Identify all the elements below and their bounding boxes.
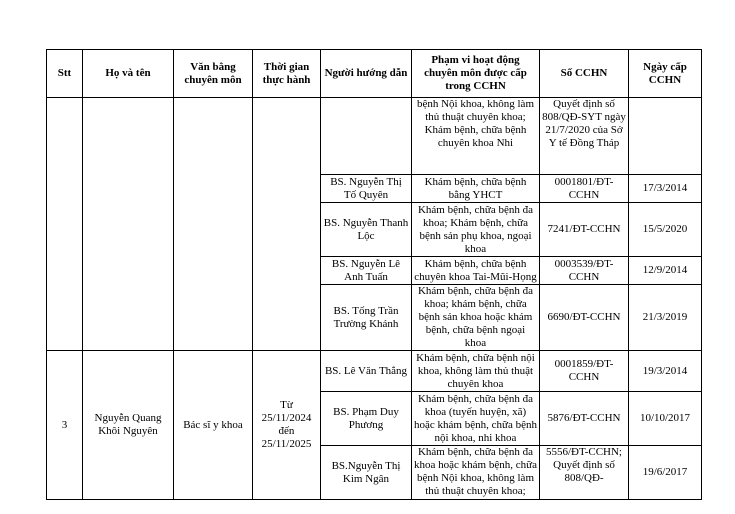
cert-no-cell: Quyết định số 808/QĐ-SYT ngày 21/7/2020 của Sở Y tế Đồng Tháp: [540, 98, 629, 175]
header-cert-no: Số CCHN: [540, 50, 629, 98]
scope-cell: Khám bệnh, chữa bệnh bằng YHCT: [412, 175, 540, 203]
cert-no-cell: 0003539/ĐT-CCHN: [540, 257, 629, 285]
issue-date-cell: 12/9/2014: [629, 257, 702, 285]
period-cell: [253, 351, 321, 500]
cert-no-cell: 0001859/ĐT-CCHN: [540, 351, 629, 392]
period-from-label: Từ: [280, 399, 293, 411]
issue-date-cell: 19/3/2014: [629, 351, 702, 392]
stt-cell: 3: [47, 351, 83, 500]
header-stt: Stt: [47, 50, 83, 98]
cert-no-cell: 6690/ĐT-CCHN: [540, 285, 629, 351]
scope-cell: Khám bệnh, chữa bệnh chuyên khoa Tai-Mũi-Họng: [412, 257, 540, 285]
header-degree: Văn bằng chuyên môn: [174, 50, 253, 98]
header-mentor: Người hướng dẫn: [321, 50, 412, 98]
header-issue-date: Ngày cấp CCHN: [629, 50, 702, 98]
scope-cell: Khám bệnh, chữa bệnh đa khoa; khám bệnh, chữa bệnh sản khoa hoặc khám bệnh, chữa bệnh ngoại khoa: [412, 285, 540, 351]
header-scope: Phạm vi hoạt động chuyên môn được cấp trong CCHN: [412, 50, 540, 98]
mentor-cell: BS. Nguyễn Lê Anh Tuấn: [321, 257, 412, 285]
scope-cell: Khám bệnh, chữa bệnh đa khoa (tuyến huyện, xã) hoặc khám bệnh, chữa bệnh nội khoa, nhi khoa: [412, 392, 540, 446]
issue-date-cell: 17/3/2014: [629, 175, 702, 203]
scope-cell: Khám bệnh, chữa bệnh đa khoa hoặc khám bệnh, chữa bệnh Nội khoa, không làm thủ thuật chuyên khoa;: [412, 446, 540, 500]
mentor-cell: BS. Phạm Duy Phương: [321, 392, 412, 446]
scope-cell: Khám bệnh, chữa bệnh nội khoa, không làm thủ thuật chuyên khoa: [412, 351, 540, 392]
header-row: [47, 50, 702, 98]
issue-date-cell: 21/3/2019: [629, 285, 702, 351]
mentor-cell: BS.Nguyễn Thị Kim Ngân: [321, 446, 412, 500]
mentor-cell: [321, 98, 412, 175]
cert-no-cell: 7241/ĐT-CCHN: [540, 203, 629, 257]
cert-no-cell: 0001801/ĐT-CCHN: [540, 175, 629, 203]
stt-cell-empty: [47, 98, 83, 351]
table-row: [47, 98, 702, 175]
issue-date-cell: 19/6/2017: [629, 446, 702, 500]
issue-date-cell: 15/5/2020: [629, 203, 702, 257]
scope-cell: bệnh Nội khoa, không làm thủ thuật chuyên khoa; Khám bệnh, chữa bệnh chuyên khoa Nhi: [412, 98, 540, 175]
degree-cell: Bác sĩ y khoa: [174, 351, 253, 500]
period-to: 25/11/2025: [261, 438, 312, 450]
mentor-cell: BS. Tống Trần Trường Khánh: [321, 285, 412, 351]
period-cell-empty: [253, 98, 321, 351]
name-cell-empty: [83, 98, 174, 351]
practitioner-table: [46, 49, 702, 500]
mentor-cell: BS. Nguyễn Thị Tố Quyên: [321, 175, 412, 203]
mentor-cell: BS. Nguyễn Thanh Lộc: [321, 203, 412, 257]
period-from: 25/11/2024: [261, 412, 312, 424]
degree-cell-empty: [174, 98, 253, 351]
header-name: Họ và tên: [83, 50, 174, 98]
mentor-cell: BS. Lê Văn Thắng: [321, 351, 412, 392]
cert-no-cell: 5876/ĐT-CCHN: [540, 392, 629, 446]
student-name-cell: Nguyễn Quang Khôi Nguyên: [83, 351, 174, 500]
period-to-label: đến: [278, 425, 295, 437]
issue-date-cell: 10/10/2017: [629, 392, 702, 446]
issue-date-cell: [629, 98, 702, 175]
scope-cell: Khám bệnh, chữa bệnh đa khoa; Khám bệnh, chữa bệnh sản phụ khoa, ngoại khoa: [412, 203, 540, 257]
table-row: [47, 351, 702, 392]
cert-no-cell: 5556/ĐT-CCHN; Quyết định số 808/QĐ-: [540, 446, 629, 500]
header-period: Thời gian thực hành: [253, 50, 321, 98]
